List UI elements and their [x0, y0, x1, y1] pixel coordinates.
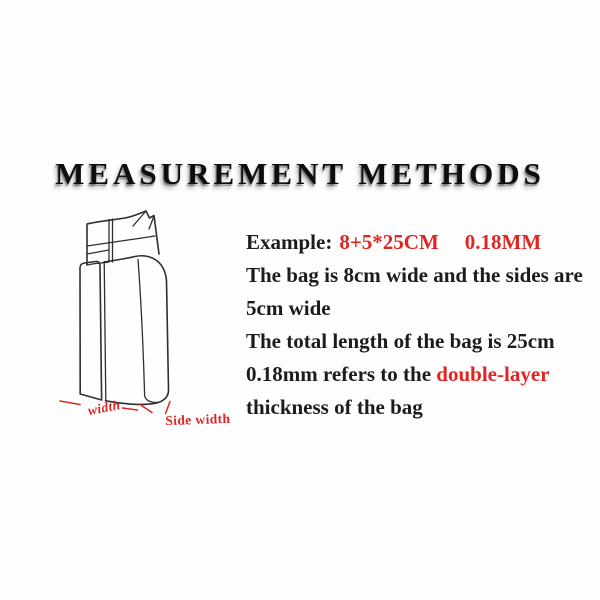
side-width-leader-right [166, 402, 171, 414]
side-width-label: Side width [165, 410, 231, 429]
bag-gusset-fold-line [104, 262, 106, 401]
page-title: MEASUREMENT METHODS [55, 156, 545, 191]
description-block [246, 226, 594, 424]
width-right-dash [123, 408, 138, 410]
width-label: width [86, 397, 122, 419]
bag-figure [52, 196, 242, 436]
description-line-thickness [246, 358, 594, 391]
width-left-dash [60, 401, 80, 405]
bag-left-panel-path [80, 261, 102, 400]
thickness-prefix: 0.18mm refers to the [246, 362, 437, 386]
double-layer-highlight: double-layer [436, 362, 550, 386]
bag-body [80, 256, 169, 405]
description-line-thickness-2: thickness of the bag [246, 395, 423, 419]
example-size-value: 8+5*25CM [339, 230, 439, 254]
bag-main-panel-path [105, 256, 169, 405]
description-line-length: The total length of the bag is 25cm [246, 329, 555, 353]
side-width-leader-left [140, 405, 152, 413]
example-label: Example: [246, 230, 333, 254]
bag-line-drawing [52, 196, 242, 436]
measurement-annotations [60, 397, 231, 428]
example-thickness-value: 0.18MM [464, 230, 542, 254]
description-line-side: 5cm wide [246, 296, 331, 320]
example-line [246, 226, 594, 259]
bag-side-fold-line [138, 260, 158, 403]
description-line-width: The bag is 8cm wide and the sides are [246, 263, 583, 287]
